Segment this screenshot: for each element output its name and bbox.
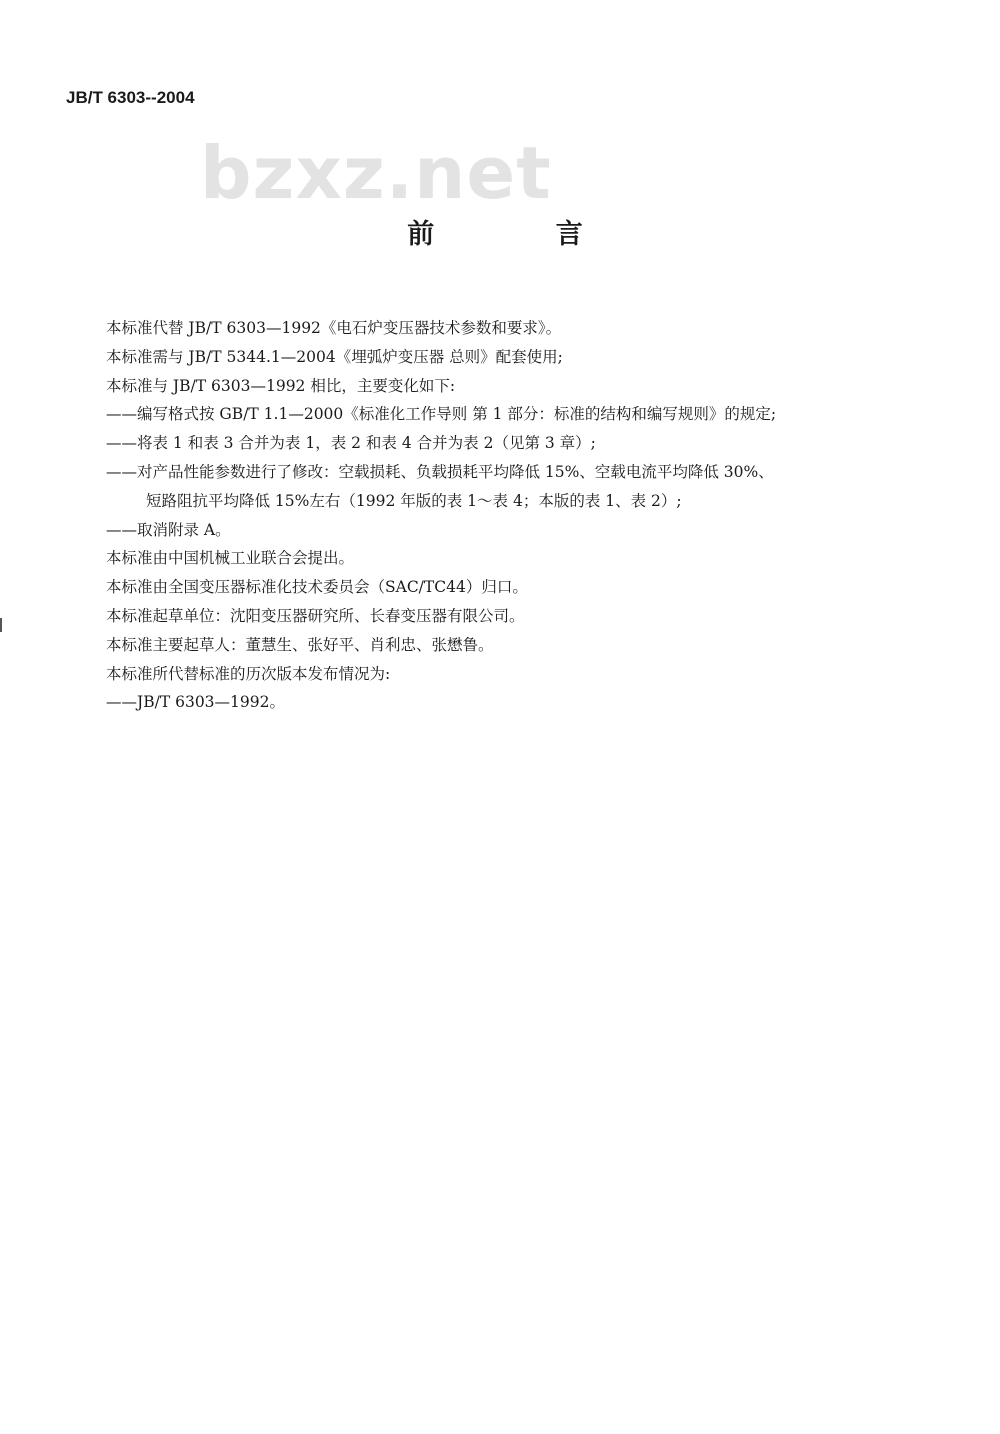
standard-code: JB/T 6303--2004 [66, 88, 195, 107]
paragraph-line: 本标准代替 JB/T 6303—1992《电石炉变压器技术参数和要求》。 [106, 319, 562, 337]
paragraph-line: 本标准由中国机械工业联合会提出。 [106, 549, 355, 568]
paragraph-line: 本标准主要起草人：董慧生、张好平、肖利忠、张懋鲁。 [106, 635, 494, 654]
list-item: ——编写格式按 GB/T 1.1—2000《标准化工作导则 第 1 部分：标准的结构和编写规则》的规定; [106, 405, 777, 424]
paragraph-line: 本标准起草单位：沈阳变压器研究所、长春变压器有限公司。 [106, 606, 525, 625]
margin-mark [0, 618, 6, 632]
paragraph-line: 本标准由全国变压器标准化技术委员会（SAC/TC44）归口。 [106, 578, 528, 597]
foreword-body [106, 314, 966, 717]
list-item: ——将表 1 和表 3 合并为表 1，表 2 和表 4 合并为表 2（见第 3 章）; [106, 434, 596, 453]
list-item: ——JB/T 6303—1992。 [106, 693, 285, 712]
paragraph-line: 本标准需与 JB/T 5344.1—2004《埋弧炉变压器 总则》配套使用; [106, 347, 563, 366]
list-item: ——对产品性能参数进行了修改：空载损耗、负载损耗平均降低 15%、空载电流平均降低 30%、 [106, 462, 774, 481]
paragraph-line: 本标准所代替标准的历次版本发布情况为: [106, 664, 391, 683]
list-item-continuation: 短路阻抗平均降低 15%左右（1992 年版的表 1～表 4；本版的表 1、表 2）; [146, 491, 682, 510]
paragraph-line: 本标准与 JB/T 6303—1992 相比，主要变化如下: [106, 376, 456, 395]
list-item: ——取消附录 A。 [106, 520, 231, 539]
watermark-logo: bzxz.net [200, 131, 552, 215]
page-title: 前 言 [407, 219, 639, 250]
